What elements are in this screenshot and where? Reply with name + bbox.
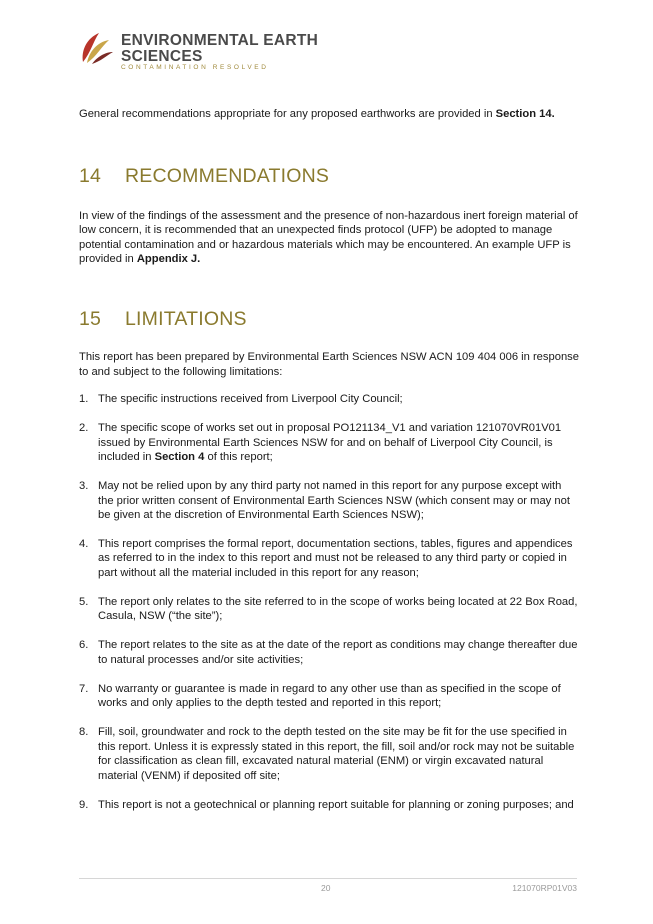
item-text: Fill, soil, groundwater and rock to the depth tested on the site may be fit for the use specified in this report. Unless it is expressly stated in this report, the fill, soil and/or rock may not be suitable for classification as clean fill, excavated natural material (ENM) or virgin excavated natural material (VENM) if deposited off site; xyxy=(98,725,575,782)
company-logo xyxy=(79,30,339,74)
list-item xyxy=(79,479,579,523)
item-number: 3. xyxy=(79,479,89,492)
item-text: This report is not a geotechnical or planning report suitable for planning or zoning purposes; and xyxy=(98,798,574,811)
item-text: No warranty or guarantee is made in regard to any other use than as specified in the scope of works and only applies to the depth tested and reported in this report; xyxy=(98,682,561,710)
document-body xyxy=(79,107,579,826)
logo-text-line2: SCIENCES xyxy=(121,48,203,65)
recommendations-paragraph xyxy=(79,209,579,267)
item-number: 1. xyxy=(79,393,89,406)
item-number: 4. xyxy=(79,537,89,550)
page-footer xyxy=(79,878,577,893)
document-reference: 121070RP01V03 xyxy=(512,883,577,893)
list-item xyxy=(79,798,579,813)
limitations-intro: This report has been prepared by Environmental Earth Sciences NSW ACN 109 404 006 in response to and subject to the following limitations: xyxy=(79,350,579,378)
item-text: This report comprises the formal report, documentation sections, tables, figures and appendices as referred to in the index to this report and must not be released to any third party or copied in part without all the material included in this report for any reason; xyxy=(98,537,573,580)
intro-paragraph xyxy=(79,107,579,122)
appendix-ref: Appendix J. xyxy=(136,253,201,266)
item-number: 2. xyxy=(79,421,89,434)
list-item xyxy=(79,421,579,465)
section-number: 14 xyxy=(79,164,102,187)
item-text: The report relates to the site as at the date of the report as conditions may change thereafter due to natural processes and/or site activities; xyxy=(98,639,578,666)
item-number: 6. xyxy=(79,639,89,652)
list-item xyxy=(79,595,579,624)
item-number: 8. xyxy=(79,725,89,738)
list-item xyxy=(79,682,579,711)
section-number: 15 xyxy=(79,307,102,330)
limitations-list xyxy=(79,392,579,812)
list-item xyxy=(79,638,579,667)
item-number: 5. xyxy=(79,595,89,608)
item-number: 7. xyxy=(79,682,89,695)
section-ref: Section 4 xyxy=(154,451,205,464)
list-item xyxy=(79,537,579,581)
leaf-logo-icon xyxy=(79,30,115,66)
logo-text-line1: ENVIRONMENTAL EARTH xyxy=(121,32,319,49)
item-text: May not be relied upon by any third party not named in this report for any purpose except with the prior written consent of Environmental Earth Sciences NSW (which consent may or may not be given at the discretion of Environmental Earth Sciences NSW); xyxy=(98,479,570,522)
recommendations-text: In view of the findings of the assessment and the presence of non-hazardous inert foreign material of low concern, it is recommended that an unexpected finds protocol (UFP) be adopted to manage potential contamination and or hazardous materials which may be encountered. An example UFP is provided in xyxy=(79,209,578,266)
item-text: The specific scope of works set out in proposal PO121134_V1 and variation 121070VR01V01 issued by Environmental Earth Sciences NSW for and on behalf of Liverpool City Council, is included in xyxy=(98,421,562,464)
list-item xyxy=(79,392,579,407)
page-number: 20 xyxy=(321,883,331,893)
item-text: The specific instructions received from Liverpool City Council; xyxy=(98,393,403,406)
item-number: 9. xyxy=(79,798,89,811)
intro-bold-ref: Section 14. xyxy=(495,108,555,120)
section-title: RECOMMENDATIONS xyxy=(125,164,330,187)
item-text: The report only relates to the site referred to in the scope of works being located at 22 Box Road, Casula, NSW (“the site”); xyxy=(98,595,578,623)
logo-tagline: CONTAMINATION RESOLVED xyxy=(121,64,269,71)
item-text-end: of this report; xyxy=(204,451,273,464)
list-item xyxy=(79,725,579,783)
section-title: LIMITATIONS xyxy=(125,307,247,330)
intro-text: General recommendations appropriate for any proposed earthworks are provided in xyxy=(79,108,496,120)
section-15-heading xyxy=(79,307,579,331)
section-14-heading xyxy=(79,164,579,188)
